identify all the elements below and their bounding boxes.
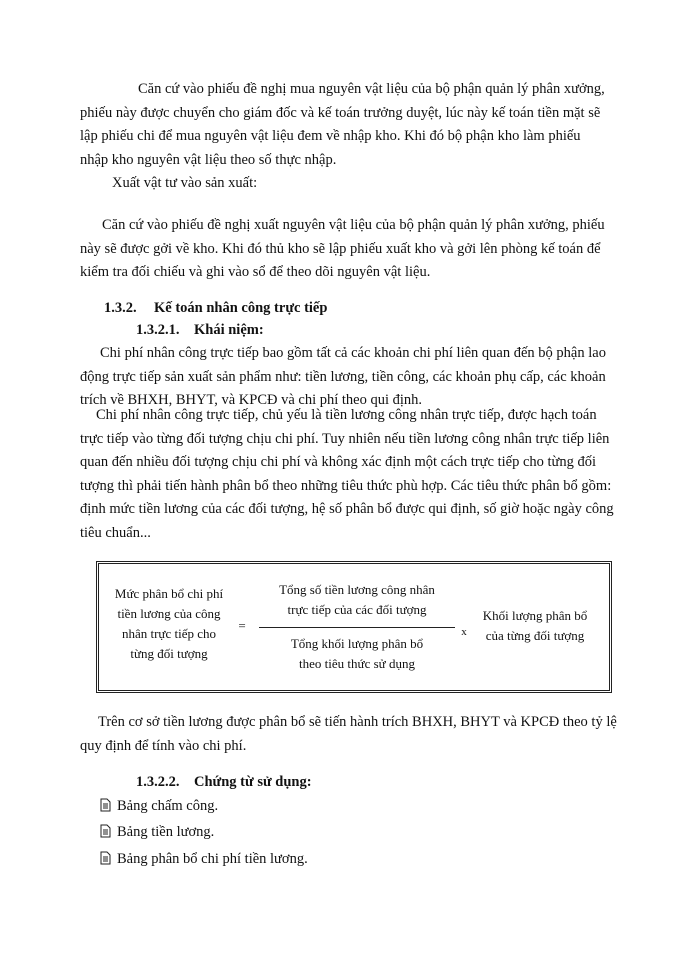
formula-denominator: Tổng khối lượng phân bổ theo tiêu thức sử dụng [290,636,424,671]
paragraph-deduction [80,711,658,758]
document-icon [100,798,111,812]
list-item: Bảng tiền lương. [100,824,214,841]
text-line: quan đến nhiều đối tượng chịu chi phí và không xác định một cách trực tiếp cho từng đối [80,454,597,470]
text-line: nhập kho nguyên vật liệu theo số thực nhập. [80,151,337,168]
text-line: này sẽ được gởi về kho. Khi đó thủ kho sẽ lập phiếu xuất kho và gởi lên phòng kế toán để [80,240,601,257]
text-line: trực tiếp vào từng đối tượng chịu chi phí. Tuy nhiên nếu tiền lương công nhân trực tiếp liên [80,430,610,447]
list-item: Bảng chấm công. [100,798,218,815]
document-icon [100,824,111,838]
text-line: tượng thì phải tiến hành phân bổ theo những tiêu thức phù hợp. Các tiêu thức phân bổ gồm: [80,477,612,494]
text-line: tiêu chuẩn... [80,524,151,541]
text-line: Căn cứ vào phiếu đề nghị mua nguyên vật liệu của bộ phận quản lý phân xưởng, [138,81,605,97]
subtitle-xuat-vat-tu: Xuất vật tư vào sản xuất: [112,175,258,191]
text-line: định mức tiền lương của các đối tượng, hệ số phân bổ được qui định, số giờ hoặc ngày công [80,501,614,517]
text-line: trích về BHXH, BHYT, và KPCĐ và chi phí theo qui định. [80,392,423,408]
paragraph-issue [80,214,658,285]
formula-numerator: Tổng số tiền lương công nhân trực tiếp của các đối tượng [279,582,435,617]
formula-right-term: Khối lượng phân bổ của từng đối tượng [482,608,588,643]
text-line: phiếu này được chuyển cho giám đốc và kế toán trưởng duyệt, lúc này kế toán tiền mặt sẽ [80,104,601,121]
paragraph-purchase [80,78,658,172]
text-line: Chi phí nhân công trực tiếp, chủ yếu là tiền lương công nhân trực tiếp, được hạch toán [96,407,597,423]
list-item: Bảng phân bổ chi phí tiền lương. [100,851,308,868]
section-heading-1-3-2-1: 1.3.2.1. Khái niệm: [136,322,264,338]
fraction-bar [259,627,455,628]
text-line: Trên cơ sở tiền lương được phân bổ sẽ tiến hành trích BHXH, BHYT và KPCĐ theo tỷ lệ [98,714,617,730]
paragraph-definition [80,342,658,413]
formula-equals-sign: = [238,618,246,633]
document-icon [100,851,111,865]
formula-times-sign: x [461,626,467,638]
text-line: Căn cứ vào phiếu đề nghị xuất nguyên vật liệu của bộ phận quản lý phân xưởng, phiếu [102,217,605,233]
section-heading-1-3-2-2: 1.3.2.2. Chứng từ sử dụng: [136,774,312,790]
text-line: lập phiếu chi để mua nguyên vật liệu đem về nhập kho. Khi đó bộ phận kho làm phiếu [80,128,581,144]
text-line: kiểm tra đối chiếu và ghi vào sổ để theo dõi nguyên vật liệu. [80,264,431,280]
text-line: quy định để tính vào chi phí. [80,737,247,754]
paragraph-allocation [80,404,658,545]
formula-left-term: Mức phân bổ chi phí tiền lương của công nhân trực tiếp cho từng đối tượng [114,586,224,661]
text-line: động trực tiếp sản xuất sản phẩm như: tiền lương, tiền công, các khoản phụ cấp, các khoản [80,368,606,385]
text-line: Chi phí nhân công trực tiếp bao gồm tất cả các khoản chi phí liên quan đến bộ phận lao [100,345,606,361]
section-heading-1-3-2: 1.3.2. Kế toán nhân công trực tiếp [104,300,328,316]
allocation-formula-box [96,561,612,693]
